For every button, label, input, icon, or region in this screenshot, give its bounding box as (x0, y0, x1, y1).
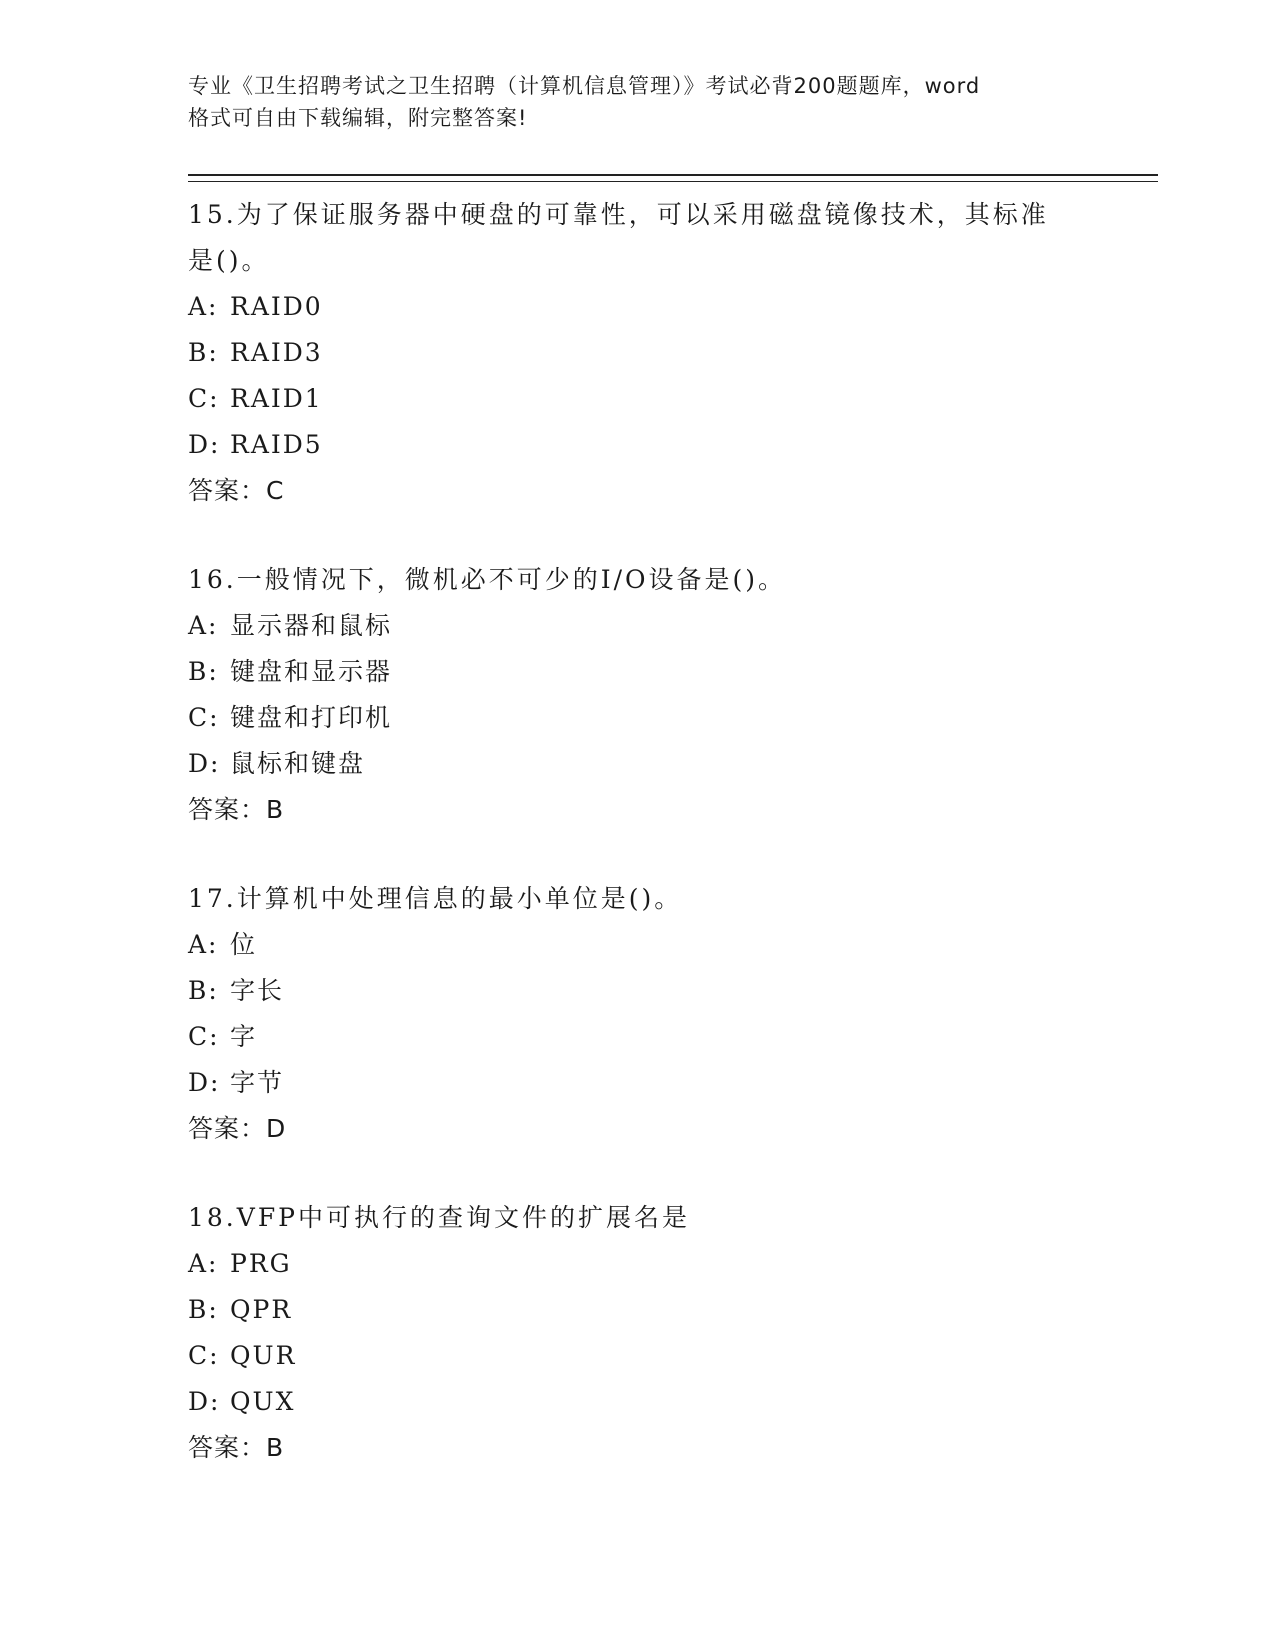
header-line-1: 专业《卫生招聘考试之卫生招聘（计算机信息管理）》考试必背200题题库，word (188, 74, 981, 98)
option-letter: B: (188, 338, 219, 367)
option-letter: C: (188, 1022, 220, 1051)
question-spacer (188, 1152, 1158, 1195)
question-spacer (188, 833, 1158, 876)
question-stem (188, 1195, 1068, 1241)
option-letter: C: (188, 1341, 220, 1370)
option-letter: A: (188, 292, 219, 321)
answer-key: 答案：C (188, 476, 285, 505)
option-letter: D: (188, 430, 221, 459)
answer-option (188, 741, 1158, 787)
option-letter: A: (188, 930, 219, 959)
answer-key: 答案：B (188, 795, 285, 824)
option-letter: B: (188, 976, 219, 1005)
option-letter: C: (188, 384, 220, 413)
question-stem (188, 192, 1068, 284)
question-block (188, 557, 1158, 833)
option-text: 位 (230, 930, 258, 959)
answer-option (188, 330, 1158, 376)
question-block (188, 1195, 1158, 1471)
answer-option (188, 649, 1158, 695)
option-letter: B: (188, 1295, 219, 1324)
question-block (188, 876, 1158, 1152)
question-list (188, 192, 1158, 1471)
option-text: 字 (230, 1022, 258, 1051)
answer-option (188, 1241, 1158, 1287)
option-letter: C: (188, 703, 220, 732)
option-text: QUX (230, 1387, 296, 1416)
question-stem (188, 876, 1068, 922)
option-text: 鼠标和键盘 (230, 749, 366, 778)
answer-option (188, 968, 1158, 1014)
option-letter: D: (188, 1068, 221, 1097)
answer-option (188, 422, 1158, 468)
option-text: RAID0 (230, 292, 323, 321)
question-stem (188, 557, 1068, 603)
question-block (188, 192, 1158, 514)
answer-option (188, 1379, 1158, 1425)
option-letter: B: (188, 657, 219, 686)
question-stem-line-1: 17.计算机中处理信息的最小单位是()。 (188, 884, 683, 913)
answer-option (188, 1333, 1158, 1379)
answer-option (188, 376, 1158, 422)
document-page (188, 70, 1158, 1471)
option-text: 字长 (230, 976, 285, 1005)
question-stem-line-2: 是()。 (188, 246, 270, 275)
answer-key: 答案：B (188, 1433, 285, 1462)
option-text: 字节 (230, 1068, 285, 1097)
answer-option (188, 603, 1158, 649)
option-text: RAID1 (230, 384, 323, 413)
option-text: PRG (230, 1249, 292, 1278)
answer-option (188, 695, 1158, 741)
answer-option (188, 284, 1158, 330)
question-spacer (188, 514, 1158, 557)
option-text: QPR (230, 1295, 293, 1324)
question-stem-line-1: 18.VFP中可执行的查询文件的扩展名是 (188, 1203, 690, 1232)
answer-option (188, 1014, 1158, 1060)
option-letter: A: (188, 611, 219, 640)
option-text: 显示器和鼠标 (230, 611, 393, 640)
document-header (188, 70, 1088, 134)
question-stem-line-1: 15.为了保证服务器中硬盘的可靠性，可以采用磁盘镜像技术，其标准 (188, 200, 1049, 229)
option-letter: A: (188, 1249, 219, 1278)
option-text: 键盘和打印机 (230, 703, 393, 732)
option-letter: D: (188, 749, 221, 778)
option-text: QUR (230, 1341, 297, 1370)
option-text: RAID5 (230, 430, 323, 459)
option-text: RAID3 (230, 338, 323, 367)
header-divider (188, 174, 1158, 182)
option-text: 键盘和显示器 (230, 657, 393, 686)
option-letter: D: (188, 1387, 221, 1416)
header-line-2: 格式可自由下载编辑，附完整答案! (188, 106, 528, 130)
answer-option (188, 922, 1158, 968)
answer-option (188, 1287, 1158, 1333)
question-stem-line-1: 16.一般情况下，微机必不可少的I/O设备是()。 (188, 565, 787, 594)
answer-option (188, 1060, 1158, 1106)
answer-key: 答案：D (188, 1114, 287, 1143)
